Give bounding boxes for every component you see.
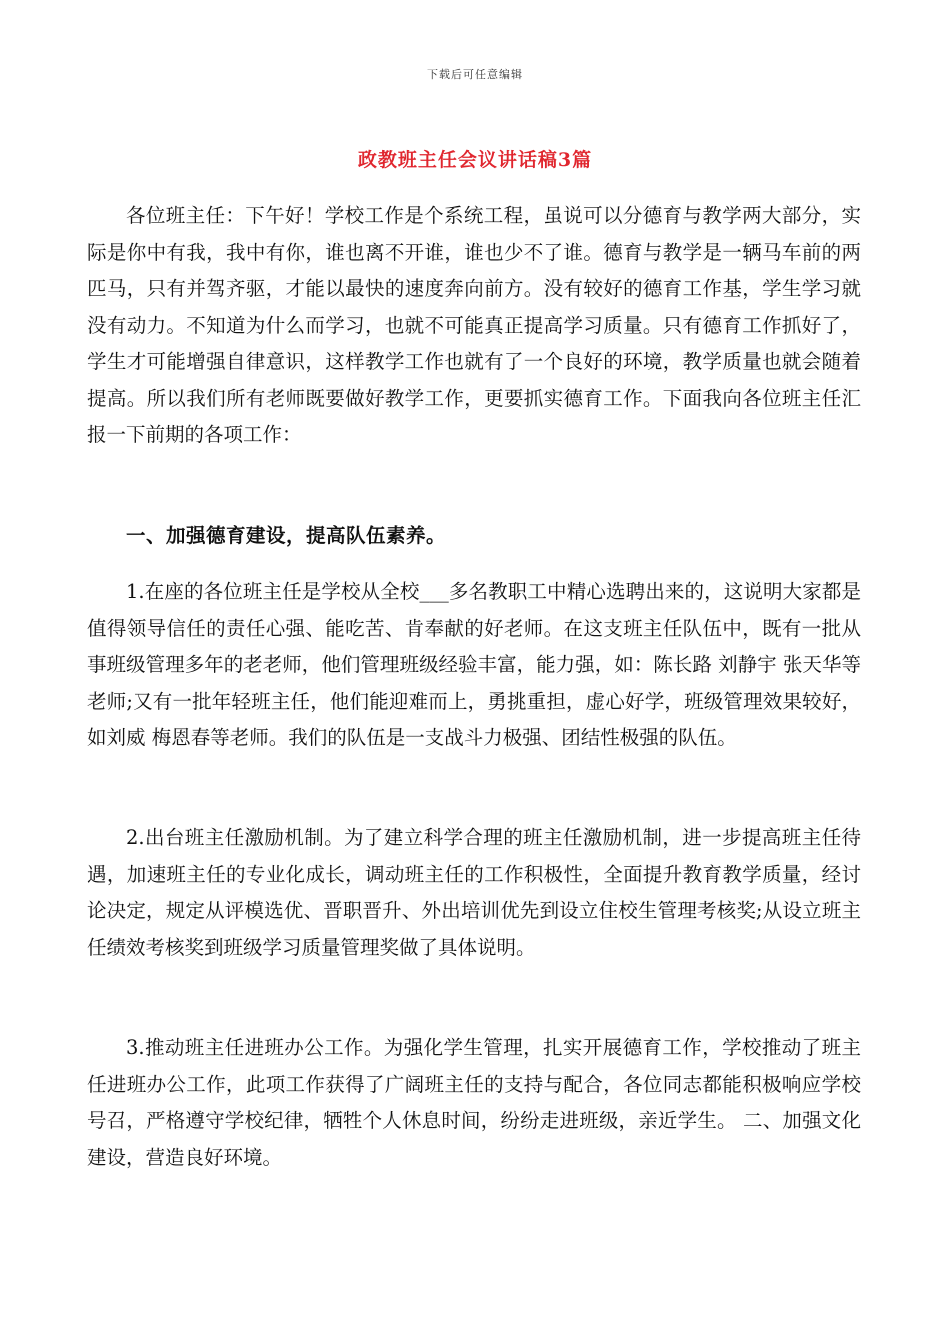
paragraph-greeting: 各位班主任：下午好！学校工作是个系统工程，虽说可以分德育与教学两大部分，实际是你中有我，我中有你，谁也离不开谁，谁也少不了谁。德育与教学是一辆马车前的两匹马，只有并驾齐驱，才能以最快的速度奔向前方。没有较好的德育工作基，学生学习就没有动力。不知道为什么而学习，也就不可能真正提高学习质量。只有德育工作抓好了，学生才可能增强自律意识，这样教学工作也就有了一个良好的环境，教学质量也就会随着提高。所以我们所有老师既要做好教学工作，更要抓实德育工作。下面我向各位班主任汇报一下前期的各项工作： — [87, 204, 861, 446]
document-title: 政教班主任会议讲话稿3篇 — [357, 149, 593, 171]
paragraph-item-2: 2.出台班主任激励机制。为了建立科学合理的班主任激励机制，进一步提高班主任待遇，加速班主任的专业化成长，调动班主任的工作积极性，全面提升教育教学质量，经讨论决定，规定从评模选优、晋职晋升、外出培训优先到设立住校生管理考核奖;从设立班主任绩效考核奖到班级学习质量管理奖做了具体说明。 — [87, 826, 861, 959]
header-note: 下载后可任意编辑 — [427, 68, 523, 81]
paragraph-item-3: 3.推动班主任进班办公工作。为强化学生管理，扎实开展德育工作，学校推动了班主任进班办公工作，此项工作获得了广阔班主任的支持与配合，各位同志都能积极响应学校号召，严格遵守学校纪律，牺牲个人休息时间，纷纷走进班级，亲近学生。 二、加强文化建设，营造良好环境。 — [87, 1036, 861, 1169]
paragraph-item-1: 1.在座的各位班主任是学校从全校___多名教职工中精心选聘出来的，这说明大家都是值得领导信任的责任心强、能吃苦、肯奉献的好老师。在这支班主任队伍中，既有一批从事班级管理多年的老老师，他们管理班级经验丰富，能力强，如：陈长路 刘静宇 张天华等老师;又有一批年轻班主任，他们能迎难而上，勇挑重担，虚心好学，班级管理效果较好，如刘威 梅恩春等老师。我们的队伍是一支战斗力极强、团结性极强的队伍。 — [87, 580, 861, 749]
section-heading-1: 一、加强德育建设，提高队伍素养。 — [126, 524, 447, 547]
